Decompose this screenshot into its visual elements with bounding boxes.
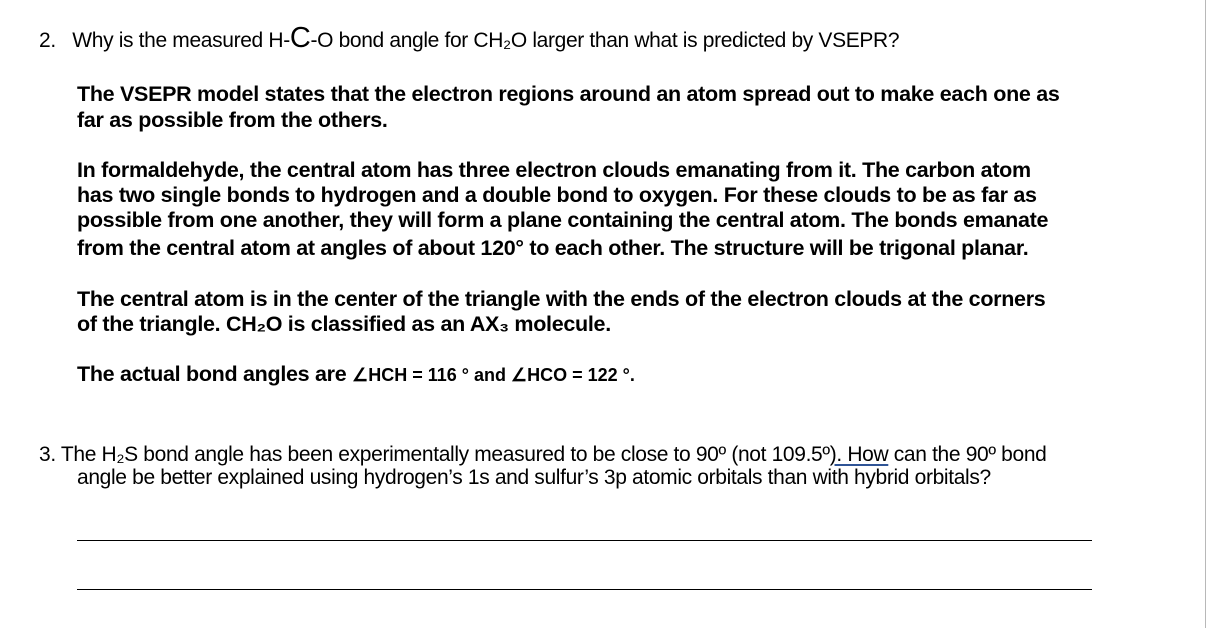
question-2	[39, 24, 899, 53]
question-3-text-end: can the 90º bond	[888, 443, 1047, 466]
question-2-number: 2.	[39, 29, 56, 52]
question-3-line-2: angle be better explained using hydrogen’s 1s and sulfur’s 3p atomic orbitals than with hybrid orbitals?	[77, 466, 991, 489]
answer-para-2-line-3: possible from one another, they will form a plane containing the central atom. The bonds emanate	[77, 208, 1049, 232]
question-2-dash-o: -O	[310, 29, 334, 52]
question-3-text-start: 3. The H₂S bond angle has been experimentally measured to be close to 90º (not 109.5º	[39, 443, 830, 466]
question-3-link[interactable]: ). How	[829, 443, 889, 466]
answer-bond-angles-prefix: The actual bond angles are	[77, 362, 353, 386]
answer-blank-line-1[interactable]	[77, 540, 1092, 541]
question-2-text-end: bond angle for CH₂O larger than what is predicted by VSEPR?	[333, 29, 900, 52]
answer-blank-line-2[interactable]	[77, 589, 1092, 590]
answer-para-2-line-4: from the central atom at angles of about 120° to each other. The structure will be trigonal planar.	[77, 236, 1029, 260]
answer-para-2-line-2: has two single bonds to hydrogen and a double bond to oxygen. For these clouds to be as far as	[77, 183, 1037, 207]
answer-para-1-line-2: far as possible from the others.	[77, 108, 388, 132]
answer-bond-angles	[77, 362, 635, 387]
question-3-line-1	[39, 443, 1046, 467]
answer-para-1-line-1: The VSEPR model states that the electron regions around an atom spread out to make each one as	[77, 82, 1060, 106]
answer-bond-angles-values: ∠HCH = 116 ° and ∠HCO = 122 °.	[352, 365, 635, 385]
answer-para-3-line-2: of the triangle. CH₂O is classified as an AX₃ molecule.	[77, 312, 611, 336]
question-2-big-c: C	[289, 22, 311, 54]
page-right-edge	[1205, 0, 1206, 628]
answer-para-3-line-1: The central atom is in the center of the triangle with the ends of the electron clouds at the corners	[77, 287, 1046, 311]
question-2-text-start: Why is the measured H-	[72, 29, 290, 52]
answer-para-2-line-1: In formaldehyde, the central atom has three electron clouds emanating from it. The carbon atom	[77, 158, 1031, 182]
